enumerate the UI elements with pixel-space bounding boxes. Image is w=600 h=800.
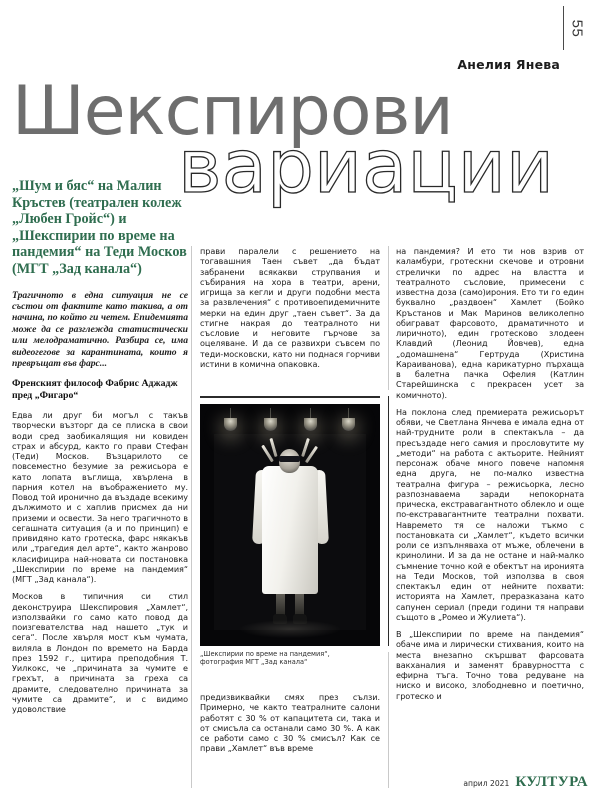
column-divider-1 — [191, 246, 192, 788]
stage-lamp-icon — [224, 418, 237, 431]
photo-caption-line-1: „Шекспирии по време на пандемия“, — [200, 650, 330, 658]
footer-brand-name: КУЛТУРА — [515, 774, 588, 790]
photo-caption-line-2: фотография МГТ „Зад канала“ — [200, 658, 308, 667]
pullquote-text: Трагичното в една ситуация не се състои от фактите като такива, а от начина, по който ги четем. Епидемията може да се разглежда статистически или мелодраматично. Разбира се, има видеогегове за карантината, които я превръщат във фарс... — [12, 289, 188, 369]
paragraph: на пандемия? И ето ти нов взрив от каламбури, гротескни скечове и отровни стрелички по адрес на властта и театралното съсловие, примесени с известна доза (само)ирония. Ето ти го един буквално „раздвоен“ Хамлет (Бойко Кръстанов и Мак Маринов великолепно обиграват фарсовото, драматичното и лиричното), един гротесково злодеен Клавдий (Леонид Йовчев), една „одомашнена“ Гертруда (Христина Караиванова), една карикатурно пърхаща в балетна пачка Офелия (Катлин Старейшинска с прекрасен усет за комичното). — [396, 246, 584, 400]
paragraph: Едва ли друг би могъл с такъв творчески възторг да се плиска в свои води сред заобикалящия ни ковиден страх и абсурд, както го прави Стефан (Теди) Москов. Възцарилото се повсеместно безумие за режисьора е като лопата въглища, хвърлена в парния котел на въображението му. Повод той иронично да въздаде всекиму дължимото и с хаплив присмех да ни приземи и освести. За него трагичното в сегашната ситуация (а и по принцип) е привидяно като гротеска, фарс някакъв или „трагедия дел арте“, както жанрово класифицира най-новата си постановка „Шекспирии по време на пандемия“ (МГТ „Зад канала“). — [12, 410, 188, 585]
figure-gown — [262, 466, 318, 594]
pullquote-source: Френският философ Фабрис Аджадж пред „Фигаро“ — [12, 378, 178, 401]
photo-side-rule — [388, 396, 389, 646]
production-photo — [200, 404, 380, 646]
right-column — [396, 246, 584, 701]
headline-line-2: вариации — [178, 124, 554, 210]
page-folio — [563, 6, 590, 50]
footer-issue-date: април 2021 — [463, 779, 510, 788]
column-divider-2 — [388, 246, 389, 390]
middle-column-upper — [200, 246, 380, 369]
stage-lamp-icon — [304, 418, 317, 431]
middle-column-lower — [200, 692, 380, 754]
stage-lamp-icon — [342, 418, 355, 431]
left-column — [12, 178, 188, 714]
article-byline: Анелия Янева — [457, 57, 560, 72]
page-footer — [463, 774, 588, 791]
page-number: 55 — [568, 19, 586, 37]
paragraph: На поклона след премиерата режисьорът обяви, че Светлана Янчева е имала една от най-трудните роли в спектакъла – да пресъздаде него самия и прословутите му „методи“ на работа с актьорите. Нейният персонаж обаче много повече напомня една друга, не по-малко известна театрална фигура – режисьорка, лесно разпознаваема заради непокорната прическа, екстравагантното облекло и още по-екстравагантните театрални похвати. Навремето тя се наложи тъкмо с постановката си „Хамлет“, където всички роли се изпълняваха от мъже, облечени в кринолини. И за да не остане и най-малко съмнение точно кой е обектът на иронията на Теди Москов, той използва в своя спектакъл един от нейните похвати: историята на Хамлет, преразказана като сапунен сериал (преди години тя направи същото в „Ромео и Жулиета“). — [396, 406, 584, 622]
photo-caption — [200, 650, 380, 667]
stage-floor-glow — [240, 620, 340, 638]
paragraph: Москов в типичния си стил деконструира Шекспировия „Хамлет“, използвайки го само като повод да поизгеватeлства над нашето „тук и сега“. После хвърля мост към чумата, виляла в Лондон по времето на Барда през 1592 г., цитира преподобния Т. Уилкокс, че „причината за чумите е грехът, а причината за греха са драмите, следователно причината за чумите са драмите“, и с видимо удоволствие — [12, 591, 188, 715]
headline-line-1: Шекспирови — [12, 72, 453, 151]
photo-top-rule — [200, 396, 380, 398]
figure-visor — [279, 456, 300, 462]
stage-lamp-icon — [264, 418, 277, 431]
column-divider-3 — [388, 652, 389, 788]
paragraph: В „Шекспирии по време на пандемия“ обаче има и лирически стихвания, които на места внезапно скършват фарсовата вакханалия и заменят бравурността с ефирна тъга. Точно това редуване на ниско и високо, злободневно и поетично, гротеско и — [396, 629, 584, 701]
standfirst: „Шум и бяс“ на Малин Кръстев (театрален колеж „Любен Гройс“) и „Шекспирии по време на пандемия“ на Теди Москов (МГТ „Зад канала“) — [12, 178, 187, 277]
paragraph: предизвиквайки смях през сълзи. Примерно, че както театралните салони работят с 30 % от капацитета си, така и от смисъла са останали само 30 %. А как се работи само с 30 % смисъл? Как се прави „Хамлет“ във време — [200, 692, 380, 754]
paragraph: прави паралели с решението на тогавашния Таен съвет „да бъдат забранени всякакви струпвания и събирания на хора в театри, арени, игрища за кегли и други подобни места за развлечения“ с противоепидемичните мерки на един друг „таен съвет“. За да стигне накрая до театралното ни съсловие и неговите гърчове за оцеляване. И да се развихри съвсем по теди-московски, като ни поднася горчиви истини в комична опаковка. — [200, 246, 380, 369]
left-column-body — [12, 410, 188, 714]
photo-block — [200, 404, 380, 667]
